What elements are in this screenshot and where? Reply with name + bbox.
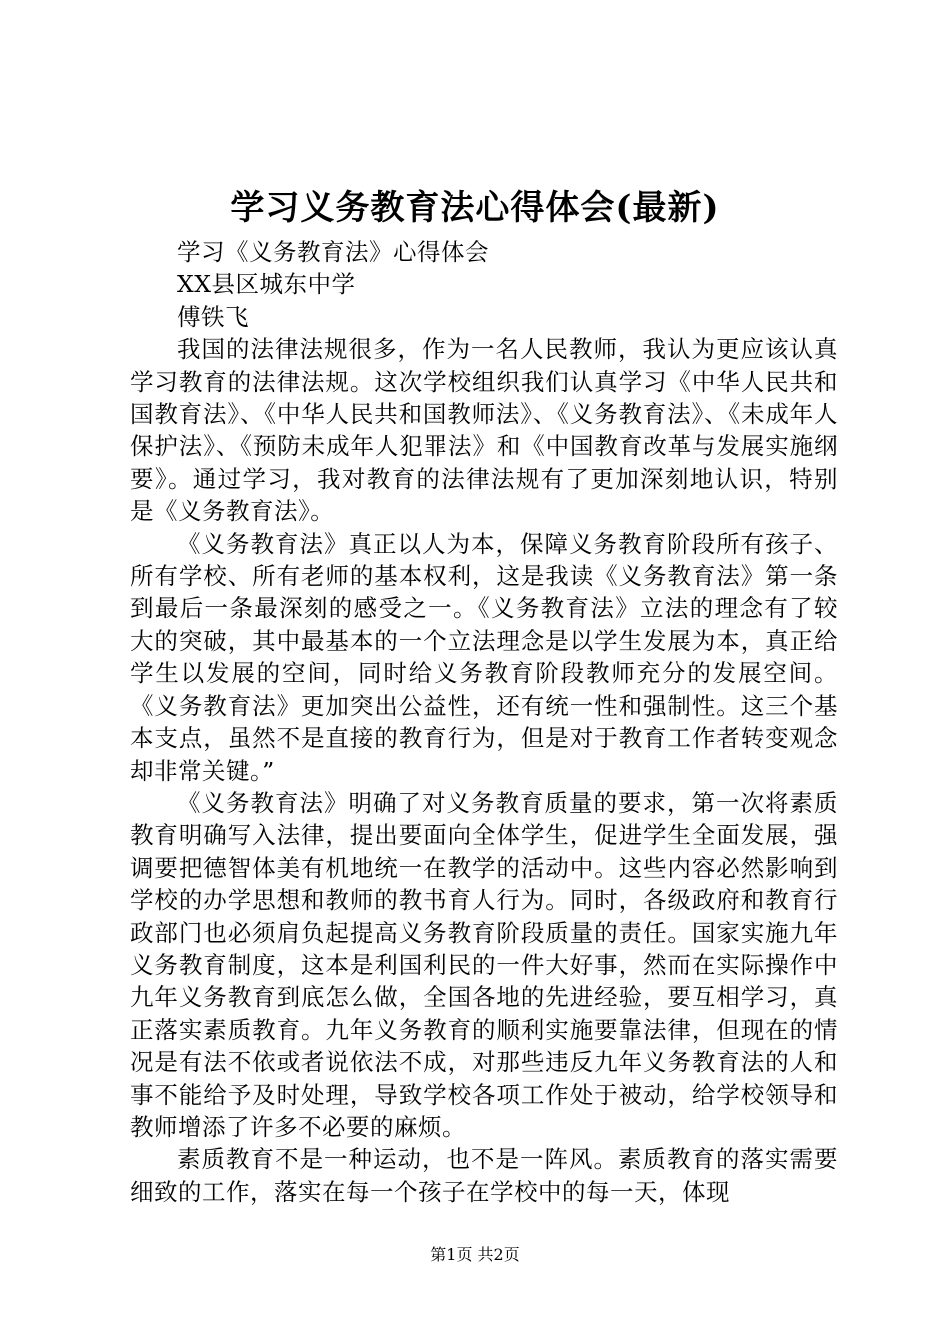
document-title: 学习义务教育法心得体会(最新) (230, 188, 720, 228)
page-footer: 第1页 共2页 (430, 1245, 520, 1264)
body-paragraph: 我国的法律法规很多，作为一名人民教师，我认为更应该认真学习教育的法律法规。这次学校组织我们认真学习《中华人民共和国教育法》、《中华人民共和国教师法》、《义务教育法》、《未成年人保护法》、《预防未成年人犯罪法》和《中国教育改革与发展实施纲要》。通过学习，我对教育的法律法规有了更加深刻地认识，特别是《义务教育法》。 (130, 335, 838, 526)
body-paragraph: 《义务教育法》真正以人为本，保障义务教育阶段所有孩子、所有学校、所有老师的基本权利，这是我读《义务教育法》第一条到最后一条最深刻的感受之一。《义务教育法》立法的理念有了较大的突破，其中最基本的一个立法理念是以学生发展为本，真正给学生以发展的空间，同时给义务教育阶段教师充分的发展空间。《义务教育法》更加突出公益性，还有统一性和强制性。这三个基本支点，虽然不是直接的教育行为，但是对于教育工作者转变观念却非常关键。” (130, 529, 838, 785)
school-paragraph: XX县区城东中学 (177, 270, 356, 299)
document-body (130, 236, 838, 1208)
body-paragraph: 素质教育不是一种运动，也不是一阵风。素质教育的落实需要细致的工作，落实在每一个孩子在学校中的每一天，体现 (130, 1145, 838, 1206)
body-paragraph: 《义务教育法》明确了对义务教育质量的要求，第一次将素质教育明确写入法律，提出要面向全体学生，促进学生全面发展，强调要把德智体美有机地统一在教学的活动中。这些内容必然影响到学校的办学思想和教师的教书育人行为。同时，各级政府和教育行政部门也必须肩负起提高义务教育阶段质量的责任。国家实施九年义务教育制度，这本是利国利民的一件大好事，然而在实际操作中九年义务教育到底怎么做，全国各地的先进经验，要互相学习，真正落实素质教育。九年义务教育的顺利实施要靠法律，但现在的情况是有法不依或者说依法不成，对那些违反九年义务教育法的人和事不能给予及时处理，导致学校各项工作处于被动，给学校领导和教师增添了许多不必要的麻烦。 (130, 788, 838, 1141)
subtitle-paragraph: 学习《义务教育法》心得体会 (177, 238, 489, 266)
author-paragraph: 傅铁飞 (177, 302, 249, 331)
